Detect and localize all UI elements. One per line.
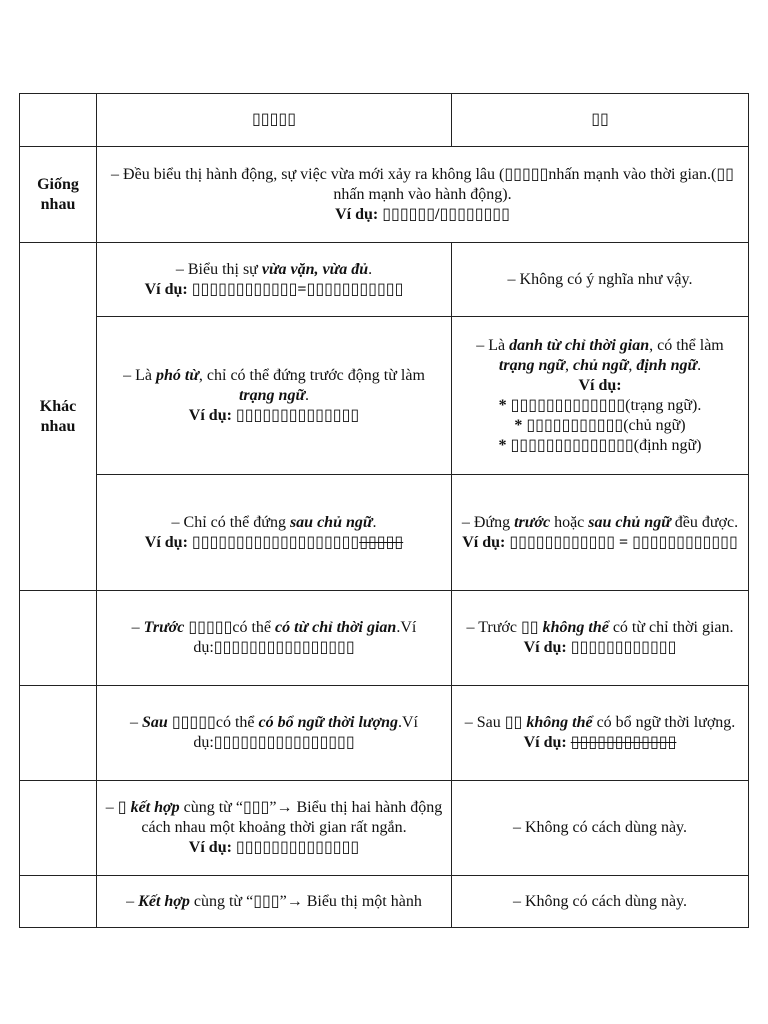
example-text: * ▯▯▯▯▯▯▯▯▯▯▯ <box>514 416 624 434</box>
k2-left <box>97 317 452 475</box>
giong-example <box>105 205 740 225</box>
k4-left-g: ▯▯▯▯▯▯▯▯▯▯▯▯▯▯▯▯ <box>213 639 355 656</box>
row-khac-4 <box>20 591 749 686</box>
k1-left-c: . <box>368 260 373 278</box>
k3-right-e: đều được. <box>670 513 739 531</box>
row-khac-6 <box>20 781 749 876</box>
k5-right <box>452 686 749 781</box>
row-khac-3 <box>20 475 749 591</box>
row-head-giong-nhau: Giống nhau <box>20 147 97 243</box>
k2-right-e: , <box>564 356 573 374</box>
example-text: * ▯▯▯▯▯▯▯▯▯▯▯▯▯▯ <box>498 436 634 454</box>
k5-left-g: ▯▯▯▯▯▯▯▯▯▯▯▯▯▯▯▯ <box>213 734 355 751</box>
k4-right-b: ▯▯ <box>520 619 539 636</box>
example-label: Ví dụ: <box>144 280 188 298</box>
example-note: (chủ ngữ) <box>623 416 686 434</box>
example-strike-text: ▯▯▯▯▯ <box>359 533 404 551</box>
example-label: Ví dụ: <box>188 839 232 856</box>
k4-left-c: ▯▯▯▯▯ <box>184 619 233 636</box>
k2-right-b: danh từ chỉ thời gian <box>509 336 650 354</box>
k1-left-a: – Biểu thị sự <box>175 260 262 278</box>
k5-left-d: có thể <box>215 714 259 731</box>
k2-right-example-label: Ví dụ: <box>578 376 622 394</box>
example-label: Ví dụ: <box>144 533 188 551</box>
k4-right-d: có từ chỉ thời gian. <box>608 619 734 636</box>
k2-left-b: phó từ <box>155 366 199 384</box>
k5-right-a: – Sau <box>464 714 505 731</box>
giong-text-1: – Đều biểu thị hành động, sự việc vừa mới xảy ra không lâu ( <box>111 165 505 183</box>
example-text: ▯▯▯▯▯▯▯▯▯▯▯▯=▯▯▯▯▯▯▯▯▯▯▯ <box>187 280 404 298</box>
k4-left-a: – <box>131 619 144 636</box>
k2-right-i: . <box>697 356 702 374</box>
row-khac-1 <box>20 243 749 317</box>
k1-left <box>97 243 452 317</box>
k2-left-d: trạng ngữ <box>238 386 306 404</box>
k2-left-example <box>105 406 443 426</box>
k2-right-a: – Là <box>476 336 510 354</box>
k6-left <box>97 781 452 876</box>
row-head-empty <box>20 686 97 781</box>
example-text: ▯▯▯▯▯▯▯▯▯▯▯▯▯▯ <box>231 406 360 424</box>
example-text: ▯▯▯▯▯▯▯▯▯▯▯▯ = ▯▯▯▯▯▯▯▯▯▯▯▯ <box>505 533 738 551</box>
k3-right-c: hoặc <box>550 513 589 531</box>
k2-right-example-1 <box>460 396 740 416</box>
k1-right: – Không có ý nghĩa như vậy. <box>452 243 749 317</box>
k3-right-a: – Đứng <box>461 513 515 531</box>
row-head-empty <box>20 781 97 876</box>
k3-right-b: trước <box>514 513 551 531</box>
k4-left-f: .Ví dụ: <box>193 619 417 656</box>
k4-right-example <box>460 638 740 658</box>
k5-left-a: – <box>130 714 143 731</box>
k4-right-c: không thể <box>538 619 609 636</box>
k7-right: – Không có cách dùng này. <box>452 876 749 928</box>
k6-left-c: cùng từ “▯▯▯”→ Biểu thị hai hành động cách nhau một khoảng thời gian rất ngắn. <box>141 799 443 836</box>
example-text: * ▯▯▯▯▯▯▯▯▯▯▯▯▯ <box>498 396 626 414</box>
k4-left-b: Trước <box>143 619 185 636</box>
k7-left-b: Kết hợp <box>138 892 190 910</box>
k2-right <box>452 317 749 475</box>
example-label: Ví dụ: <box>523 639 567 656</box>
row-head-empty <box>20 876 97 928</box>
k3-left-a: – Chỉ có thể đứng <box>171 513 290 531</box>
k2-left-c: , chỉ có thể đứng trước động từ làm <box>198 366 425 384</box>
example-text: ▯▯▯▯▯▯/▯▯▯▯▯▯▯▯ <box>378 205 510 223</box>
row-khac-5 <box>20 686 749 781</box>
k3-left <box>97 475 452 591</box>
example-label: Ví dụ: <box>523 734 567 751</box>
giong-text-2: ▯▯▯▯▯ <box>504 165 549 183</box>
example-strike-text: ▯▯▯▯▯▯▯▯▯▯▯▯ <box>570 734 677 751</box>
k4-left <box>97 591 452 686</box>
example-label: Ví dụ: <box>188 406 232 424</box>
k6-left-b: kết hợp <box>130 799 180 816</box>
row-giong-nhau <box>20 147 749 243</box>
k5-right-example <box>460 733 740 753</box>
k2-left-a: – Là <box>123 366 156 384</box>
k1-left-b: vừa vặn, vừa đủ <box>261 260 369 278</box>
k1-left-example <box>105 280 443 300</box>
k3-right-example <box>460 533 740 553</box>
giong-text-3: nhấn mạnh vào thời gian.( <box>548 165 717 183</box>
header-empty-cell <box>20 94 97 147</box>
k7-left-c: cùng từ “▯▯▯”→ Biểu thị một hành <box>189 892 422 910</box>
comparison-table <box>19 93 749 928</box>
k6-right: – Không có cách dùng này. <box>452 781 749 876</box>
k5-right-d: có bổ ngữ thời lượng. <box>592 714 736 731</box>
k2-right-d: trạng ngữ <box>498 356 565 374</box>
row-khac-7 <box>20 876 749 928</box>
example-text: ▯▯▯▯▯▯▯▯▯▯▯▯ <box>566 639 677 656</box>
k3-left-example <box>105 533 443 553</box>
k5-left-e: có bổ ngữ thời lượng <box>258 714 398 731</box>
example-note: (trạng ngữ). <box>625 396 702 414</box>
k5-left-b: Sau <box>142 714 168 731</box>
k5-left-f: .Ví dụ: <box>193 714 418 751</box>
k4-right-a: – Trước <box>466 619 521 636</box>
k3-left-c: . <box>372 513 377 531</box>
row-khac-2 <box>20 317 749 475</box>
giong-text-5: nhấn mạnh vào hành động). <box>333 185 512 203</box>
k4-left-d: có thể <box>232 619 276 636</box>
k2-right-g: , <box>628 356 637 374</box>
k2-right-f: chủ ngữ <box>572 356 629 374</box>
k5-right-b: ▯▯ <box>504 714 523 731</box>
example-label: Ví dụ: <box>462 533 506 551</box>
k2-right-h: định ngữ <box>636 356 698 374</box>
k3-right <box>452 475 749 591</box>
k6-left-example <box>105 838 443 858</box>
k5-left-c: ▯▯▯▯▯ <box>167 714 216 731</box>
example-text: ▯▯▯▯▯▯▯▯▯▯▯▯▯▯▯▯▯▯▯ <box>187 533 360 551</box>
k5-left <box>97 686 452 781</box>
k3-left-b: sau chủ ngữ <box>289 513 373 531</box>
header-col2: ▯▯ <box>452 94 749 147</box>
k2-right-c: , có thể làm <box>649 336 724 354</box>
example-text: ▯▯▯▯▯▯▯▯▯▯▯▯▯▯ <box>231 839 360 856</box>
giong-text-4: ▯▯ <box>716 165 734 183</box>
example-note: (định ngữ) <box>633 436 702 454</box>
k4-right <box>452 591 749 686</box>
k7-left <box>97 876 452 928</box>
k2-left-e: . <box>305 386 310 404</box>
k4-left-e: có từ chỉ thời gian <box>275 619 397 636</box>
k2-right-example-2 <box>460 416 740 436</box>
k3-right-d: sau chủ ngữ <box>588 513 671 531</box>
k6-left-a: – ▯ <box>105 799 131 816</box>
example-label: Ví dụ: <box>335 205 379 223</box>
header-row <box>20 94 749 147</box>
row-head-khac-nhau: Khác nhau <box>20 243 97 591</box>
k7-left-a: – <box>126 892 139 910</box>
k2-right-example-3 <box>460 436 740 456</box>
row-head-empty <box>20 591 97 686</box>
giong-nhau-content <box>97 147 749 243</box>
k5-right-c: không thể <box>522 714 593 731</box>
header-col1: ▯▯▯▯▯ <box>97 94 452 147</box>
